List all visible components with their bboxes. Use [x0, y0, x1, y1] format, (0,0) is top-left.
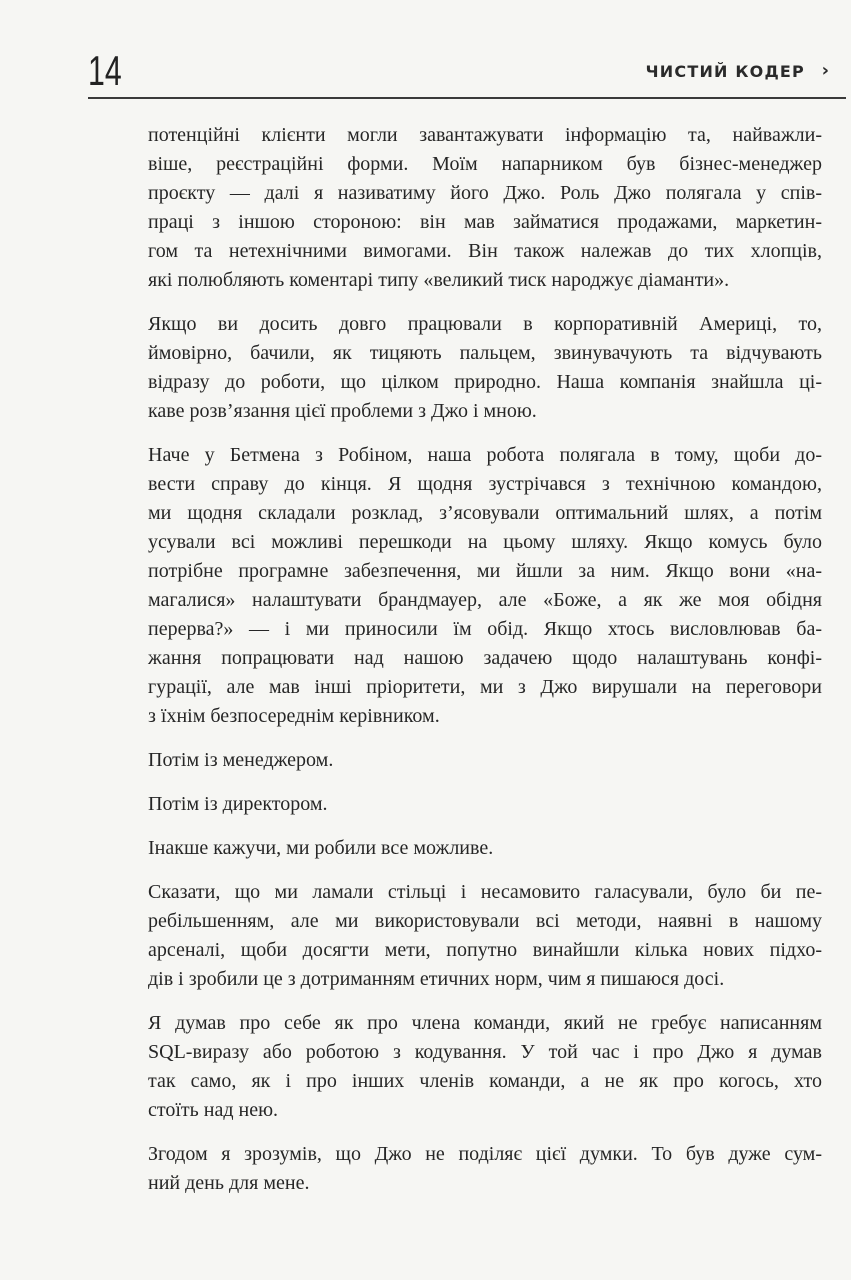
text-line: магалися» налаштувати брандмауер, але «Боже, а як же моя обідня — [148, 589, 822, 611]
paragraph — [148, 121, 822, 295]
text-line: усували всі можливі перешкоди на цьому шляху. Якщо комусь було — [148, 531, 822, 553]
text-line: Потім із менеджером. — [148, 749, 334, 771]
paragraph — [148, 310, 822, 426]
text-line: Якщо ви досить довго працювали в корпоративній Америці, то, — [148, 313, 822, 335]
text-line: так само, як і про інших членів команди, а не як про когось, хто — [148, 1070, 822, 1092]
paragraph — [148, 834, 822, 863]
text-line: каве розв’язання цієї проблеми з Джо і мною. — [148, 400, 537, 422]
text-line: ми щодня складали розклад, з’ясовували оптимальний шлях, а потім — [148, 502, 822, 524]
text-line: Я думав про себе як про члена команди, який не гребує написанням — [148, 1012, 822, 1034]
text-line: з їхнім безпосереднім керівником. — [148, 705, 440, 727]
paragraph — [148, 878, 822, 994]
body-text — [148, 121, 822, 1213]
text-line: ний день для мене. — [148, 1172, 310, 1194]
text-line: вести справу до кінця. Я щодня зустрічався з технічною командою, — [148, 473, 822, 495]
header-rule — [88, 97, 846, 99]
running-title: ЧИСТИЙ КОДЕР — [645, 62, 805, 81]
text-line: гурації, але мав інші пріоритети, ми з Джо вирушали на переговори — [148, 676, 822, 698]
text-line: які полюбляють коментарі типу «великий тиск народжує діаманти». — [148, 269, 730, 291]
text-line: потрібне програмне забезпечення, ми йшли за ним. Якщо вони «на- — [148, 560, 822, 582]
paragraph — [148, 790, 822, 819]
text-line: Сказати, що ми ламали стільці і несамовито галасували, було би пе- — [148, 881, 822, 903]
page-number: 14 — [88, 47, 122, 94]
text-line: праці з іншою стороною: він мав займатися продажами, маркетин- — [148, 211, 822, 233]
text-line: Інакше кажучи, ми робили все можливе. — [148, 837, 494, 859]
paragraph — [148, 1140, 822, 1198]
text-line: арсеналі, щоби досягти мети, попутно винайшли кілька нових підхо- — [148, 939, 822, 961]
text-line: потенційні клієнти могли завантажувати інформацію та, найважли- — [148, 124, 822, 146]
text-line: Наче у Бетмена з Робіном, наша робота полягала в тому, щоби до- — [148, 444, 822, 466]
text-line: перерва?» — і ми приносили їм обід. Якщо хтось висловлював ба- — [148, 618, 822, 640]
text-line: стоїть над нею. — [148, 1099, 279, 1121]
text-line: проєкту — далі я називатиму його Джо. Роль Джо полягала у спів- — [148, 182, 822, 204]
text-line: жання попрацювати над нашою задачею щодо налаштувань конфі- — [148, 647, 822, 669]
text-line: віше, реєстраційні форми. Моїм напарником був бізнес-менеджер — [148, 153, 822, 175]
text-line: ребільшенням, але ми використовували всі методи, наявні в нашому — [148, 910, 822, 932]
text-line: Потім із директором. — [148, 793, 328, 815]
text-line: гом та нетехнічними вимогами. Він також належав до тих хлопців, — [148, 240, 822, 262]
paragraph — [148, 441, 822, 731]
text-line: SQL-виразу або роботою з кодування. У той час і про Джо я думав — [148, 1041, 822, 1063]
paragraph — [148, 1009, 822, 1125]
text-line: відразу до роботи, що цілком природно. Наша компанія знайшла ці- — [148, 371, 822, 393]
text-line: ймовірно, бачили, як тицяють пальцем, звинувачують та відчувають — [148, 342, 822, 364]
text-line: дів і зробили це з дотриманням етичних норм, чим я пишаюся досі. — [148, 968, 725, 990]
text-line: Згодом я зрозумів, що Джо не поділяє цієї думки. То був дуже сум- — [148, 1143, 822, 1165]
paragraph — [148, 746, 822, 775]
chevron-right-icon: › — [821, 60, 829, 81]
